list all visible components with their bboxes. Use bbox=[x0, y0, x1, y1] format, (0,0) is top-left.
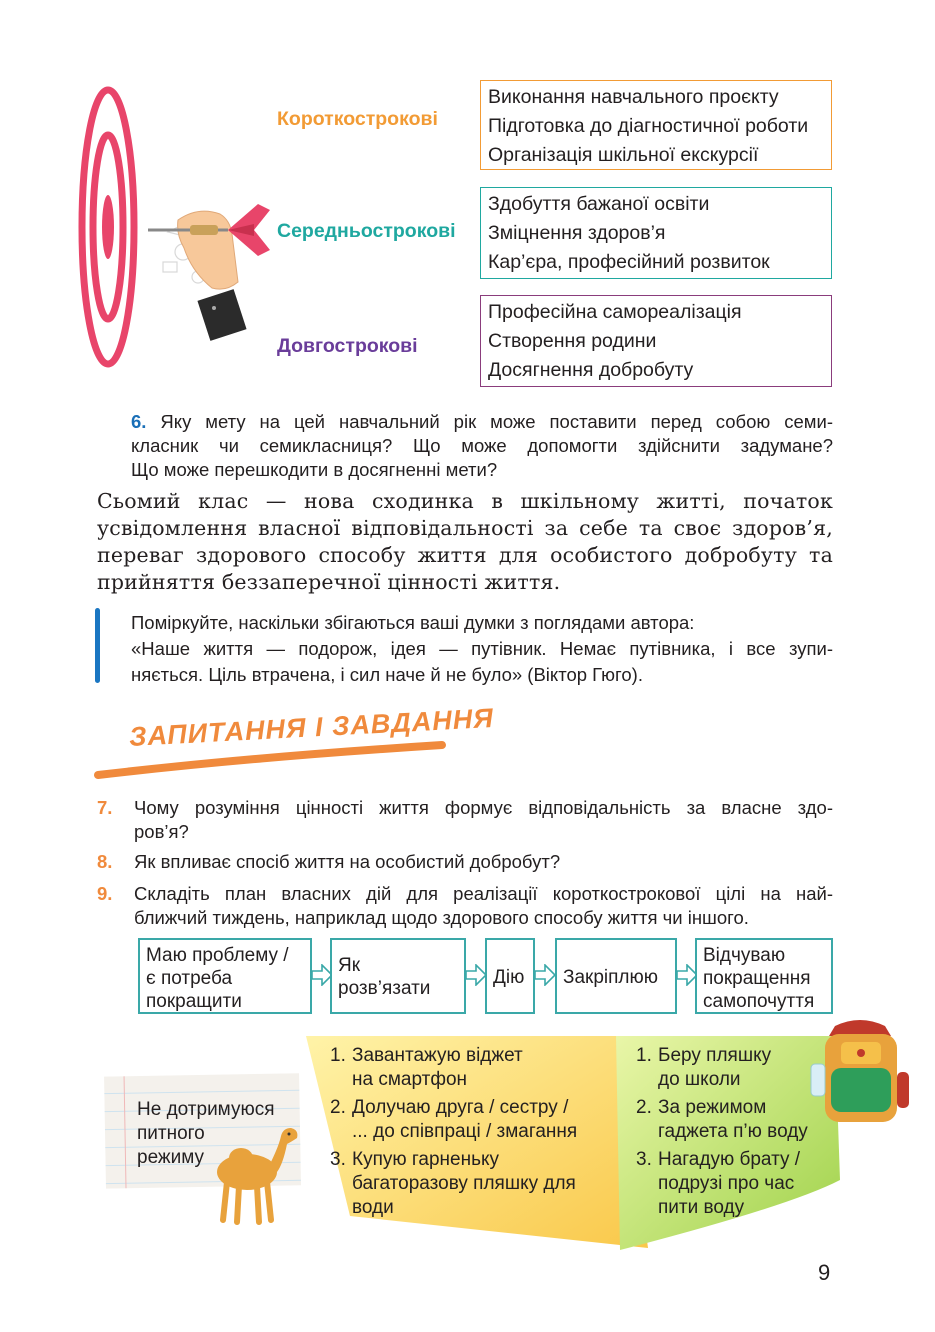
paragraph-line: переваг здорового способу життя для особистого добробуту та bbox=[97, 543, 833, 567]
quote-line: няється. Ціль втрачена, і сил наче й не було» (Віктор Гюго). bbox=[131, 664, 643, 685]
plan-list-yellow bbox=[330, 1044, 577, 1220]
question-number: 9. bbox=[97, 883, 113, 904]
question-number: 7. bbox=[97, 797, 113, 818]
task-text-line: класник чи семикласниця? Що може допомогти здійснити задумане? bbox=[131, 435, 833, 456]
flow-arrow-icon bbox=[312, 964, 332, 986]
flow-text: Закріплюю bbox=[563, 967, 659, 988]
task-text-line: Яку мету на цей навчальний рік може поставити перед собою семи- bbox=[160, 411, 834, 432]
goal-item: Кар’єра, професійний розвиток bbox=[488, 251, 770, 273]
plan-item-line: Купую гарненьку bbox=[352, 1149, 500, 1170]
plan-item bbox=[636, 1044, 808, 1092]
goal-item: Організація шкільної екскурсії bbox=[488, 144, 759, 166]
flow-arrow-icon bbox=[535, 964, 555, 986]
flow-step-feel bbox=[695, 938, 833, 1014]
plan-list-green bbox=[636, 1044, 808, 1220]
paragraph-line: прийняття беззаперечної цінності життя. bbox=[97, 570, 561, 594]
plan-item-number: 1. bbox=[636, 1045, 652, 1066]
plan-item-number: 2. bbox=[330, 1097, 346, 1118]
flow-text: розв’язати bbox=[338, 978, 431, 999]
paragraph-line: Сьомий клас — нова сходинка в шкільному житті, початок bbox=[97, 489, 833, 513]
note-line: режиму bbox=[137, 1147, 205, 1168]
plan-item-number: 3. bbox=[636, 1149, 652, 1170]
goal-box-medium bbox=[480, 187, 832, 279]
target-dart-illustration bbox=[78, 82, 278, 382]
flow-text: Дію bbox=[493, 967, 525, 988]
plan-item bbox=[636, 1096, 808, 1144]
plan-item-line: пити воду bbox=[658, 1197, 745, 1218]
flow-text: Відчуваю bbox=[703, 945, 786, 966]
plan-item-line: багаторазову пляшку для bbox=[352, 1173, 576, 1194]
flow-text: Маю проблему / bbox=[146, 945, 289, 966]
note-card bbox=[137, 1098, 275, 1170]
flow-step-act bbox=[485, 938, 535, 1014]
question-line: Складіть план власних дій для реалізації короткострокової цілі на най- bbox=[134, 883, 833, 904]
goal-item: Підготовка до діагностичної роботи bbox=[488, 115, 809, 137]
plan-item-line: Беру пляшку bbox=[658, 1045, 772, 1066]
goal-item: Виконання навчального проєкту bbox=[488, 86, 779, 108]
plan-item bbox=[636, 1148, 808, 1220]
task-text-line: Що може перешкодити в досягненні мети? bbox=[131, 459, 498, 480]
plan-item-line: води bbox=[352, 1197, 394, 1218]
question-number: 8. bbox=[97, 851, 113, 872]
flow-text: самопочуття bbox=[703, 991, 815, 1012]
plan-item-line: За режимом bbox=[658, 1097, 767, 1118]
goal-item: Професійна самореалізація bbox=[488, 301, 742, 323]
plan-item-line: подрузі про час bbox=[658, 1173, 795, 1194]
plan-item-number: 2. bbox=[636, 1097, 652, 1118]
plan-item-line: ... до співпраці / змагання bbox=[352, 1121, 578, 1142]
flow-text: покращення bbox=[703, 968, 811, 989]
plan-item-line: Нагадую брату / bbox=[658, 1149, 801, 1170]
goal-label-medium: Середньострокові bbox=[277, 220, 456, 242]
note-line: Не дотримуюся bbox=[137, 1099, 275, 1120]
flow-text: є потреба bbox=[146, 968, 233, 989]
plan-item-line: Долучаю друга / сестру / bbox=[352, 1097, 569, 1118]
goal-box-short bbox=[480, 80, 832, 170]
goal-item: Зміцнення здоров’я bbox=[488, 222, 666, 244]
task-number: 6. bbox=[131, 411, 147, 432]
goal-item: Досягнення добробуту bbox=[488, 359, 694, 381]
question-line: ров’я? bbox=[134, 821, 189, 842]
quote-bar bbox=[95, 608, 100, 683]
section-title: ЗАПИТАННЯ І ЗАВДАННЯ bbox=[128, 702, 495, 753]
plan-item-number: 1. bbox=[330, 1045, 346, 1066]
goal-label-long: Довгострокові bbox=[277, 335, 418, 357]
flow-text: покращити bbox=[146, 991, 242, 1012]
plan-item bbox=[330, 1044, 577, 1092]
page-number: 9 bbox=[818, 1260, 831, 1285]
flow-text: Як bbox=[338, 955, 361, 976]
plan-item-number: 3. bbox=[330, 1149, 346, 1170]
goal-item: Здобуття бажаної освіти bbox=[488, 193, 710, 215]
plan-item-line: до школи bbox=[658, 1069, 741, 1090]
question-line: Чому розуміння цінності життя формує відповідальність за власне здо- bbox=[134, 797, 833, 818]
paragraph-line: усвідомлення власної відповідальності за себе та своє здоров’я, bbox=[97, 516, 833, 540]
note-line: питного bbox=[137, 1123, 205, 1144]
goal-box-long bbox=[480, 295, 832, 387]
flow-arrow-icon bbox=[677, 964, 697, 986]
flow-step-problem bbox=[138, 938, 312, 1014]
task-6 bbox=[131, 410, 833, 482]
question-line: Як впливає спосіб життя на особистий добробут? bbox=[134, 851, 561, 872]
plan-item bbox=[330, 1096, 577, 1144]
backpack-icon bbox=[805, 1016, 920, 1128]
main-paragraph bbox=[97, 488, 833, 596]
flow-step-consolidate bbox=[555, 938, 677, 1014]
goal-label-short: Короткострокові bbox=[277, 108, 438, 130]
flow-step-solve bbox=[330, 938, 466, 1014]
plan-item-line: Завантажую віджет bbox=[352, 1045, 523, 1066]
plan-item bbox=[330, 1148, 577, 1220]
flow-arrow-icon bbox=[466, 964, 486, 986]
question-line: ближчий тиждень, наприклад щодо здорового способу життя чи іншого. bbox=[134, 907, 749, 928]
plan-item-line: на смартфон bbox=[352, 1069, 468, 1090]
quote-line: «Наше життя — подорож, ідея — путівник. Немає путівника, і все зупи- bbox=[131, 638, 833, 659]
goal-item: Створення родини bbox=[488, 330, 657, 352]
quote-line: Поміркуйте, наскільки збігаються ваші думки з поглядами автора: bbox=[131, 612, 695, 633]
quote-block bbox=[131, 610, 833, 688]
plan-item-line: гаджета п’ю воду bbox=[658, 1121, 808, 1142]
